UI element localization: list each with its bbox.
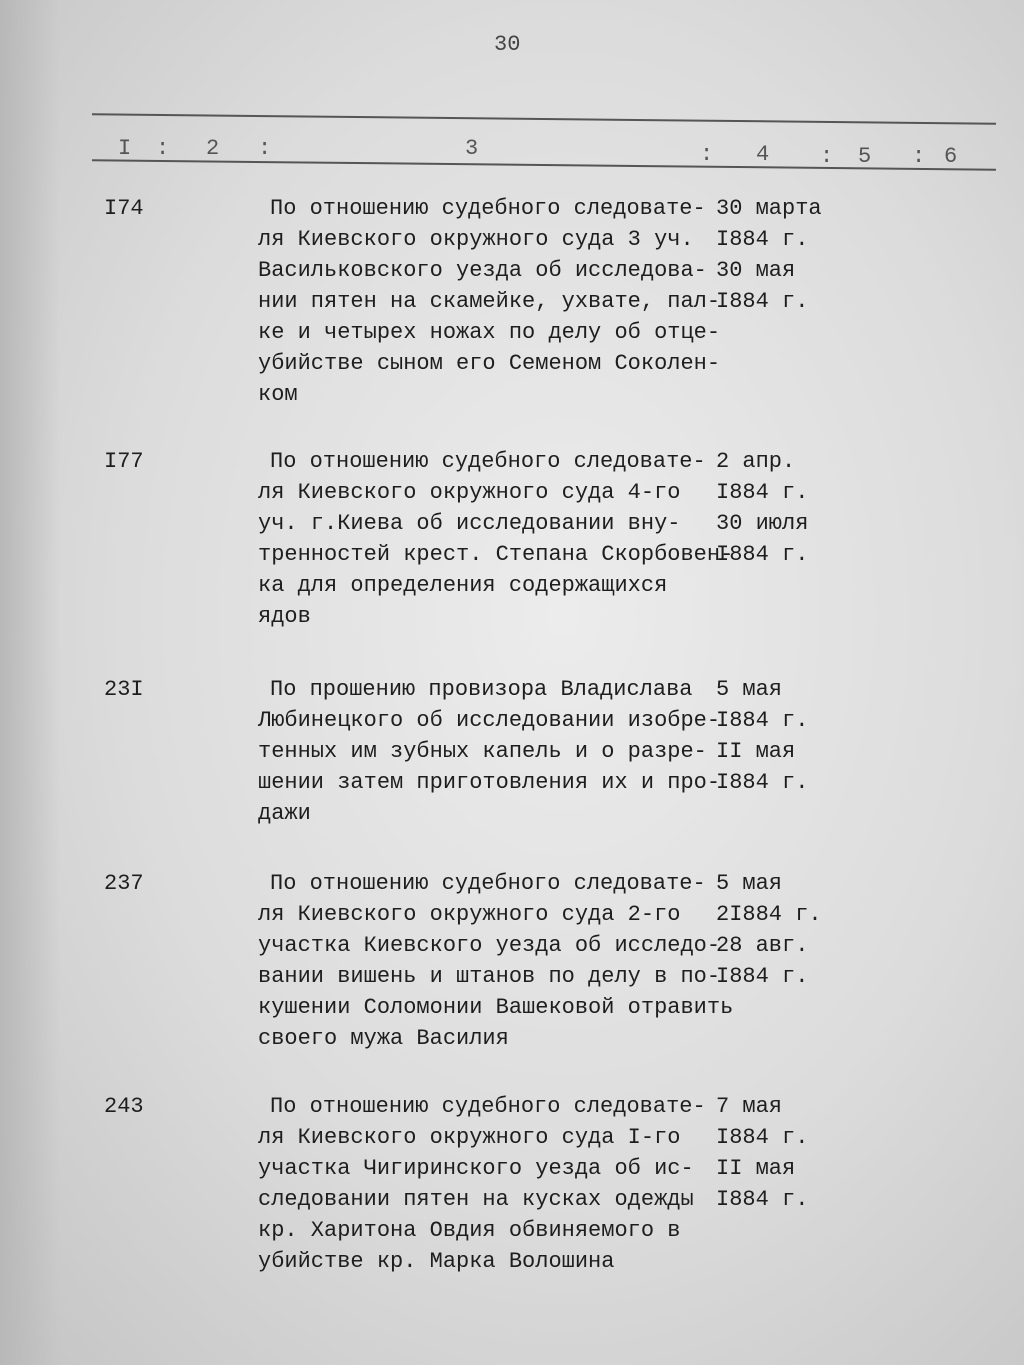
record-date: I884 г. [716, 480, 809, 505]
record-line [0, 1125, 1024, 1156]
record-line [0, 677, 1024, 708]
record-line [0, 289, 1024, 320]
col-header-5: 5 [858, 144, 872, 169]
record-description: Любинецкого об исследовании изобре- [258, 708, 721, 733]
record-date: 7 мая [716, 1094, 783, 1119]
record-number: I74 [104, 196, 144, 221]
record-description: дажи [258, 801, 311, 826]
record-line [0, 995, 1024, 1026]
col-header-4: 4 [756, 142, 770, 167]
record-date: II мая [716, 1156, 796, 1181]
record-description: тренностей крест. Степана Скорбовен- [258, 542, 734, 567]
record-description: кушении Соломонии Вашековой отравить [258, 995, 734, 1020]
record-date: 30 мая [716, 258, 796, 283]
record-line [0, 573, 1024, 604]
record-description: ля Киевского окружного суда 4-го [258, 480, 681, 505]
col-header-3: 3 [465, 136, 479, 161]
record-line [0, 604, 1024, 635]
col-header-2: 2 [206, 136, 220, 161]
record-line [0, 1156, 1024, 1187]
record-date: 28 авг. [716, 933, 809, 958]
record-description: участка Чигиринского уезда об ис- [258, 1156, 694, 1181]
record-line [0, 1187, 1024, 1218]
record-line [0, 964, 1024, 995]
record-description: уч. г.Киева об исследовании вну- [258, 511, 681, 536]
col-separator: : [258, 136, 272, 161]
col-separator: : [912, 144, 926, 169]
record-description: По прошению провизора Владислава [270, 677, 693, 702]
record-description: ком [258, 382, 298, 407]
record-description: ля Киевского окружного суда I-го [258, 1125, 681, 1150]
record-date: I884 г. [716, 227, 809, 252]
record-description: убийстве кр. Марка Волошина [258, 1249, 615, 1274]
record-entry [0, 196, 1024, 413]
record-description: следовании пятен на кусках одежды [258, 1187, 694, 1212]
record-description: своего мужа Василия [258, 1026, 509, 1051]
record-line [0, 902, 1024, 933]
record-entry [0, 677, 1024, 832]
col-separator: : [820, 144, 834, 169]
record-entry [0, 449, 1024, 635]
record-number: 243 [104, 1094, 144, 1119]
record-description: участка Киевского уезда об исследо- [258, 933, 721, 958]
record-date: 5 мая [716, 871, 783, 896]
record-date: 2I884 г. [716, 902, 822, 927]
col-separator: : [700, 142, 714, 167]
record-description: ядов [258, 604, 311, 629]
record-line [0, 351, 1024, 382]
record-line [0, 801, 1024, 832]
record-date: I884 г. [716, 289, 809, 314]
record-entry [0, 871, 1024, 1057]
record-date: II мая [716, 739, 796, 764]
record-date: 30 марта [716, 196, 822, 221]
record-number: I77 [104, 449, 144, 474]
record-description: По отношению судебного следовате- [270, 196, 706, 221]
record-description: кр. Харитона Овдия обвиняемого в [258, 1218, 681, 1243]
record-date: I884 г. [716, 964, 809, 989]
record-line [0, 770, 1024, 801]
record-description: ля Киевского окружного суда 3 уч. [258, 227, 694, 252]
record-description: ке и четырех ножах по делу об отце- [258, 320, 721, 345]
record-description: По отношению судебного следовате- [270, 1094, 706, 1119]
record-line [0, 1094, 1024, 1125]
record-date: I884 г. [716, 770, 809, 795]
record-description: тенных им зубных капель и о разре- [258, 739, 707, 764]
record-line [0, 542, 1024, 573]
record-line [0, 258, 1024, 289]
record-line [0, 320, 1024, 351]
record-date: I884 г. [716, 708, 809, 733]
record-description: ля Киевского окружного суда 2-го [258, 902, 681, 927]
col-separator: : [156, 136, 170, 161]
record-description: Васильковского уезда об исследова- [258, 258, 707, 283]
record-description: По отношению судебного следовате- [270, 871, 706, 896]
record-line [0, 382, 1024, 413]
page-number: 30 [494, 32, 521, 57]
record-date: I884 г. [716, 542, 809, 567]
record-line [0, 708, 1024, 739]
record-line [0, 511, 1024, 542]
record-description: нии пятен на скамейке, ухвате, пал- [258, 289, 721, 314]
record-description: убийстве сыном его Семеном Соколен- [258, 351, 721, 376]
header-top-rule [92, 113, 996, 124]
record-line [0, 1218, 1024, 1249]
record-line [0, 1026, 1024, 1057]
record-date: I884 г. [716, 1125, 809, 1150]
record-line [0, 933, 1024, 964]
record-line [0, 871, 1024, 902]
record-date: 2 апр. [716, 449, 796, 474]
record-date: I884 г. [716, 1187, 809, 1212]
record-description: ка для определения содержащихся [258, 573, 668, 598]
record-line [0, 196, 1024, 227]
record-description: вании вишень и штанов по делу в по- [258, 964, 721, 989]
record-date: 30 июля [716, 511, 809, 536]
record-line [0, 739, 1024, 770]
record-line [0, 1249, 1024, 1280]
record-line [0, 449, 1024, 480]
record-description: шении затем приготовления их и про- [258, 770, 721, 795]
record-description: По отношению судебного следовате- [270, 449, 706, 474]
col-header-6: 6 [944, 144, 958, 169]
record-line [0, 227, 1024, 258]
record-line [0, 480, 1024, 511]
record-number: 23I [104, 677, 144, 702]
record-number: 237 [104, 871, 144, 896]
col-header-1: I [118, 136, 132, 161]
record-entry [0, 1094, 1024, 1280]
record-date: 5 мая [716, 677, 783, 702]
